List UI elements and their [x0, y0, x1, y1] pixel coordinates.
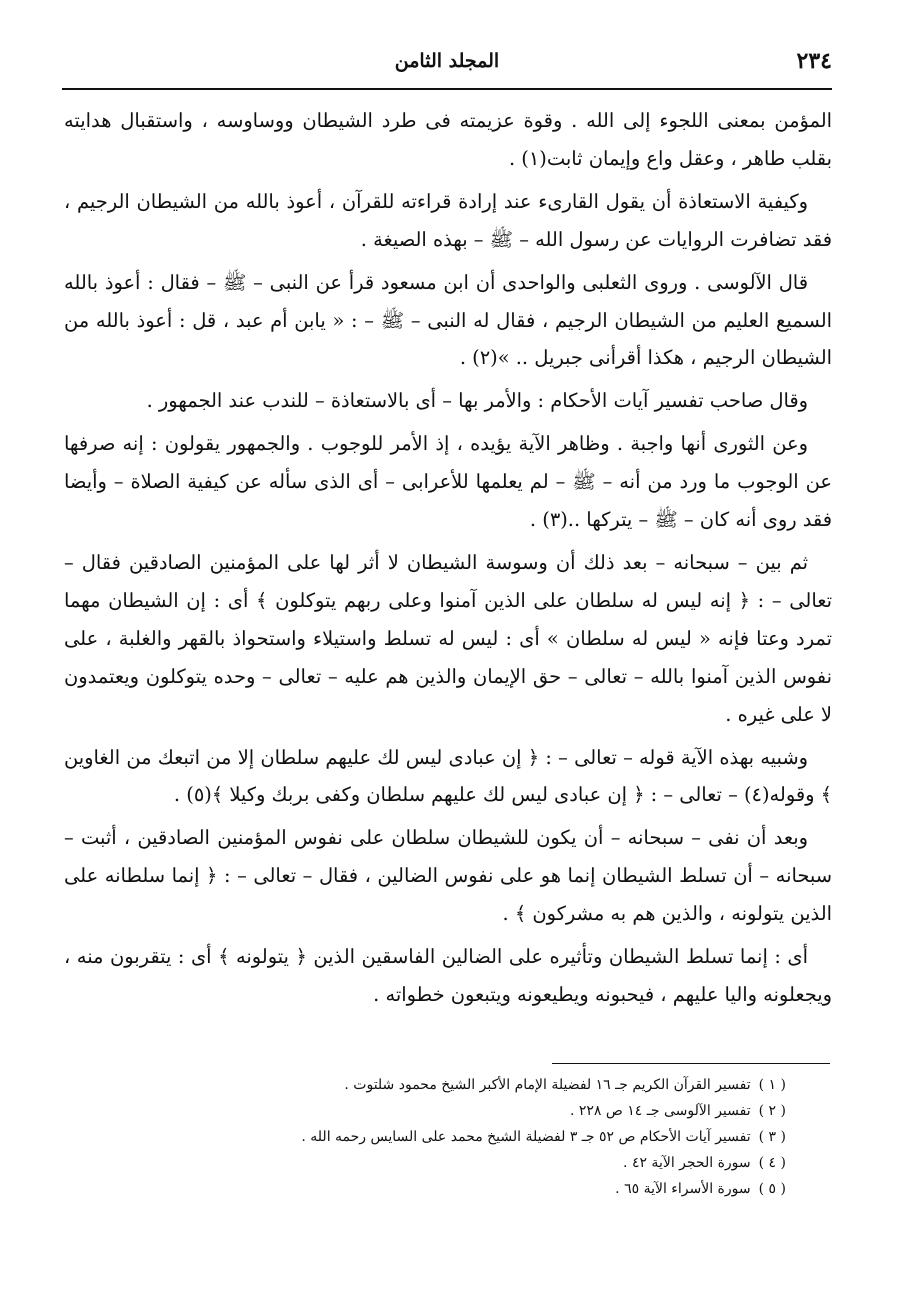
- paragraph: ثم بين – سبحانه – بعد ذلك أن وسوسة الشيطان لا أثر لها على المؤمنين الصادقين فقال – تعالى – : ﴿ إنه ليس له سلطان على الذين آمنوا وعلى ربهم يتوكلون ﴾ أى : إن الشيطان مهما تمرد وعتا فإنه « ليس له سلطان » أى : ليس له تسلط واستيلاء واستحواذ بالقهر والغلبة ، على نفوس الذين آمنوا بالله – تعالى – حق الإيمان والذين هم عليه – تعالى – وحده يتوكلون ويعتمدون لا على غيره .: [64, 550, 832, 726]
- paragraph: وعن الثورى أنها واجبة . وظاهر الآية يؤيده ، إذ الأمر للوجوب . والجمهور يقولون : إنه صرفها عن الوجوب ما ورد من أنه – ﷺ – لم يعلمها للأعرابى – أى الذى سأله عن كيفية الصلاة – وأيضا فقد روى أنه كان – ﷺ – يتركها ..(٣) .: [64, 432, 832, 532]
- footnotes: [64, 1072, 786, 1202]
- page-header: [62, 48, 832, 78]
- footnote-number: ( ٥ ): [758, 1181, 786, 1197]
- paragraph: وبعد أن نفى – سبحانه – أن يكون للشيطان سلطان على نفوس المؤمنين الصادقين ، أثبت – سبحانه – أن تسلط الشيطان إنما هو على نفوس الضالين ، فقال – تعالى – : ﴿ إنما سلطانه على الذين يتولونه ، والذين هم به مشركون ﴾ .: [64, 826, 832, 926]
- footnote-text: تفسير القرآن الكريم جـ ١٦ لفضيلة الإمام الأكبر الشيخ محمود شلتوت .: [344, 1077, 751, 1093]
- paragraph: المؤمن بمعنى اللجوء إلى الله . وقوة عزيمته فى طرد الشيطان ووساوسه ، واستقبال هدايته بقلب طاهر ، وعقل واع وإيمان ثابت(١) .: [64, 109, 832, 170]
- body-text: [64, 102, 832, 1019]
- footnote: [64, 1098, 786, 1124]
- paragraph: أى : إنما تسلط الشيطان وتأثيره على الضالين الفاسقين الذين ﴿ يتولونه ﴾ أى : يتقربون منه ، ويجعلونه واليا عليهم ، فيحبونه ويطيعونه ويتبعون خطواته .: [64, 945, 832, 1006]
- footnote-rule: [552, 1063, 830, 1064]
- footnote-text: سورة الحجر الآية ٤٢ .: [623, 1155, 751, 1171]
- footnote: [64, 1124, 786, 1150]
- footnote: [64, 1176, 786, 1202]
- footnote-text: سورة الأسراء الآية ٦٥ .: [615, 1181, 751, 1197]
- footnote-text: تفسير الآلوسى جـ ١٤ ص ٢٢٨ .: [569, 1103, 751, 1119]
- running-title: المجلد الثامن: [394, 50, 500, 72]
- footnote: [64, 1150, 786, 1176]
- footnote-number: ( ٤ ): [758, 1155, 786, 1171]
- header-rule: [62, 88, 832, 90]
- page-number: ٢٣٤: [796, 48, 832, 74]
- paragraph: وشبيه بهذه الآية قوله – تعالى – : ﴿ إن عبادى ليس لك عليهم سلطان إلا من اتبعك من الغاوين ﴾ وقوله(٤) – تعالى – : ﴿ إن عبادى ليس لك عليهم سلطان وكفى بربك وكيلا ﴾(٥) .: [64, 745, 832, 807]
- footnote-number: ( ٢ ): [758, 1103, 786, 1119]
- paragraph: قال الآلوسى . وروى الثعلبى والواحدى أن ابن مسعود قرأ عن النبى – ﷺ – فقال : أعوذ بالله السميع العليم من الشيطان الرجيم ، فقال له النبى – ﷺ – : « يابن أم عبد ، قل : أعوذ بالله من الشيطان الرجيم ، هكذا أقرأنى جبريل .. »(٢) .: [64, 270, 832, 370]
- footnote-number: ( ١ ): [758, 1077, 786, 1093]
- footnote-number: ( ٣ ): [758, 1129, 786, 1145]
- footnote: [64, 1072, 786, 1098]
- paragraph: وكيفية الاستعاذة أن يقول القارىء عند إرادة قراءته للقرآن ، أعوذ بالله من الشيطان الرجيم ، فقد تضافرت الروايات عن رسول الله – ﷺ – بهذه الصيغة .: [64, 189, 832, 251]
- footnote-text: تفسير آيات الأحكام ص ٥٢ جـ ٣ لفضيلة الشيخ محمد على السايس رحمه الله .: [301, 1129, 751, 1145]
- paragraph: وقال صاحب تفسير آيات الأحكام : والأمر بها – أى بالاستعاذة – للندب عند الجمهور .: [146, 389, 808, 413]
